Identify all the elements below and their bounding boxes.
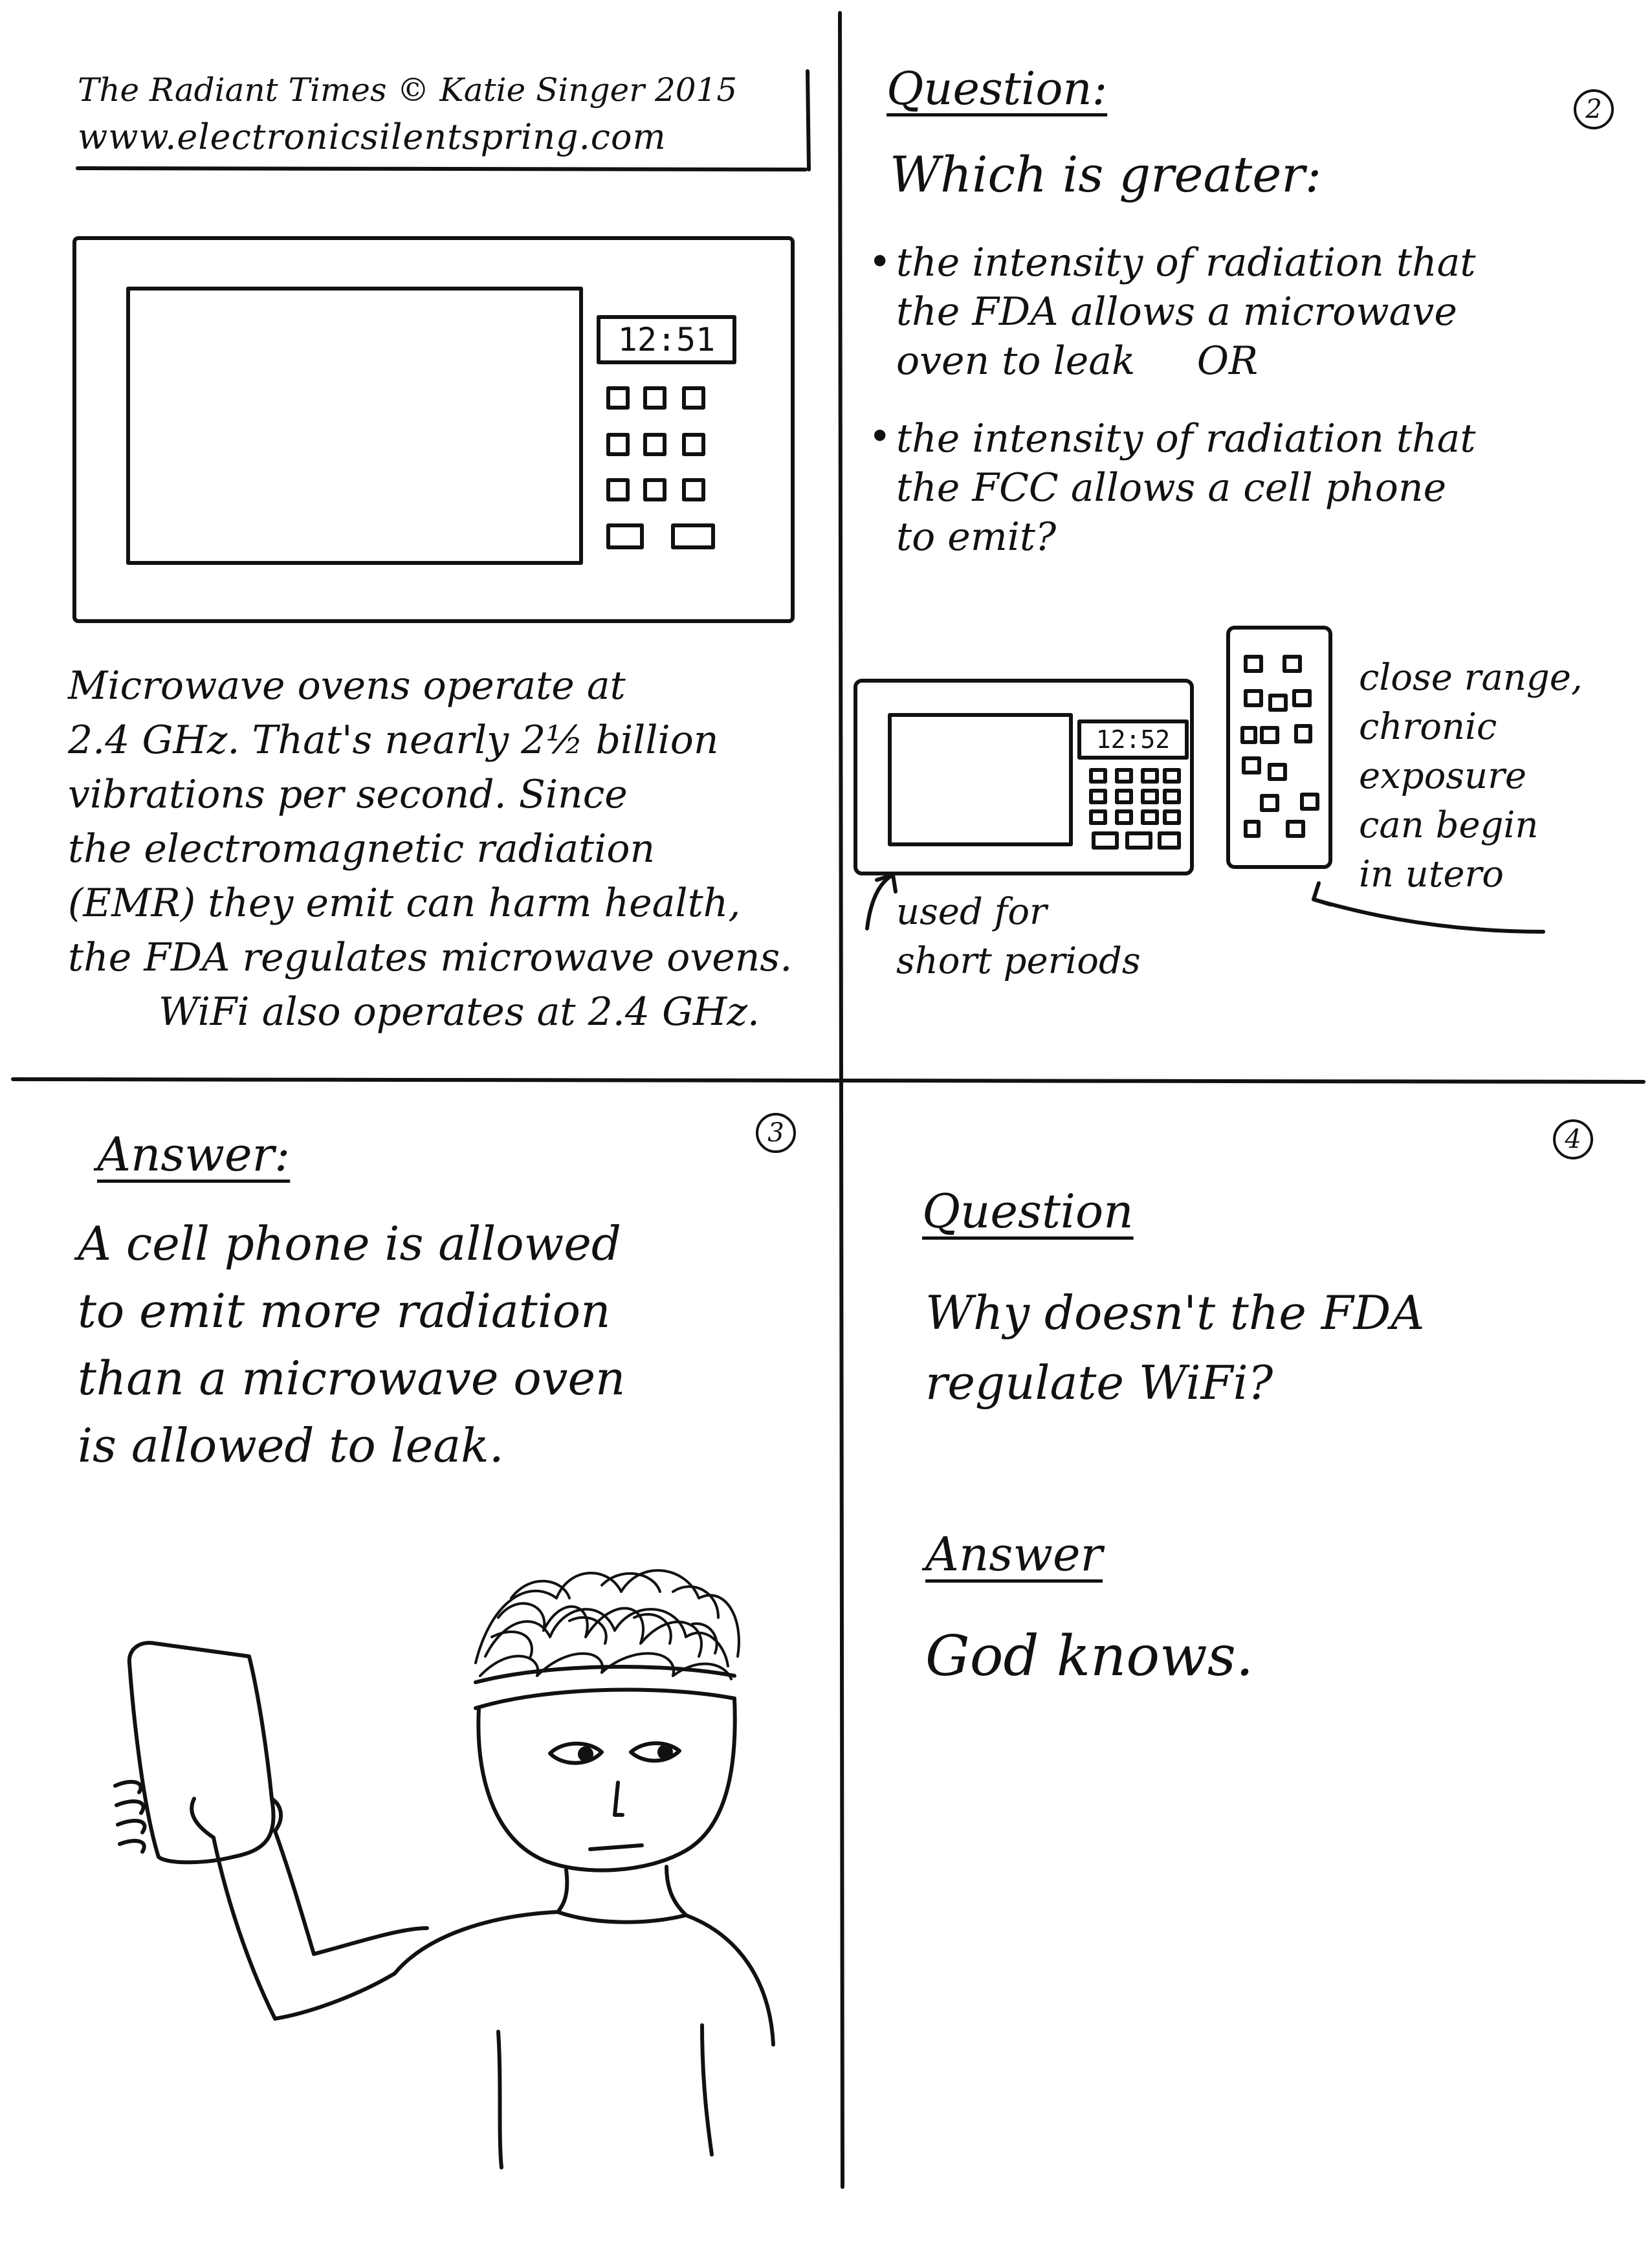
panel2-bullet-1 — [896, 238, 1476, 386]
caption-oven-line: short periods — [896, 940, 1141, 982]
panel4-answer-heading: Answer — [925, 1527, 1103, 1581]
caption-phone-line: can begin — [1359, 804, 1539, 846]
person-drawing — [115, 1570, 773, 2168]
header-right-rule — [808, 71, 809, 170]
arrow-to-phone — [1314, 899, 1543, 932]
bullet1-line: the intensity of radiation that — [896, 240, 1476, 285]
bullet2-line: to emit? — [896, 514, 1057, 560]
bullet-dot-2: • — [868, 414, 892, 459]
panel3-answer — [78, 1210, 625, 1479]
oven-clock-large: 12:51 — [617, 321, 716, 358]
panel2-question: Which is greater: — [890, 146, 1322, 203]
microwave-oven-large — [74, 238, 793, 621]
panel3-line: is allowed to leak. — [78, 1418, 504, 1473]
panel4-question-line: regulate WiFi? — [925, 1356, 1273, 1410]
panel1-paragraph — [68, 659, 792, 1039]
bullet1-line: oven to leak OR — [896, 338, 1259, 384]
panel1-line: Microwave ovens operate at — [68, 663, 626, 708]
arrow-to-oven — [867, 875, 893, 928]
bullet2-line: the FCC allows a cell phone — [896, 465, 1447, 511]
panel1-line: WiFi also operates at 2.4 GHz. — [159, 989, 760, 1035]
panel4-question-line: Why doesn't the FDA — [925, 1286, 1425, 1340]
bullet2-line: the intensity of radiation that — [896, 416, 1476, 461]
oven-clock-small: 12:52 — [1096, 725, 1171, 754]
panel1-line: the FDA regulates microwave ovens. — [68, 935, 793, 980]
panel1-line: (EMR) they emit can harm health, — [68, 881, 741, 926]
cell-phone-drawing — [1228, 628, 1330, 867]
panel1-line: the electromagnetic radiation — [68, 826, 655, 872]
panel4-answer: God knows. — [925, 1624, 1254, 1689]
caption-phone-line: chronic — [1359, 706, 1497, 748]
microwave-oven-small — [855, 681, 1192, 873]
caption-oven — [896, 888, 1141, 986]
vertical-divider — [840, 13, 843, 2187]
header-title: The Radiant Times © Katie Singer 2015 — [78, 71, 738, 109]
horizontal-divider — [13, 1079, 1644, 1082]
caption-phone-line: close range, — [1359, 657, 1583, 699]
panel4-question-heading: Question — [922, 1184, 1134, 1238]
caption-phone-line: in utero — [1359, 853, 1504, 895]
caption-phone — [1359, 653, 1583, 899]
panel1-line: vibrations per second. Since — [68, 772, 628, 817]
panel3-line: A cell phone is allowed — [78, 1216, 621, 1271]
header-website: www.electronicsilentspring.com — [78, 116, 666, 157]
header-underline — [78, 168, 806, 170]
panel-number-3: 3 — [756, 1113, 796, 1153]
panel4-question — [925, 1278, 1424, 1418]
caption-oven-line: used for — [896, 891, 1047, 933]
panel-number-2: 2 — [1574, 89, 1614, 129]
panel3-heading: Answer: — [97, 1127, 291, 1181]
panel2-bullet-2 — [896, 414, 1476, 562]
panel3-line: than a microwave oven — [78, 1351, 626, 1405]
panel1-line: 2.4 GHz. That's nearly 2½ billion — [68, 718, 719, 763]
caption-phone-line: exposure — [1359, 755, 1526, 797]
hair-scribble — [476, 1570, 739, 1679]
panel-number-4: 4 — [1553, 1119, 1593, 1159]
bullet-dot-1: • — [868, 239, 892, 285]
bullet1-line: the FDA allows a microwave — [896, 289, 1457, 335]
panel3-line: to emit more radiation — [78, 1284, 611, 1338]
panel2-heading: Question: — [887, 62, 1108, 115]
